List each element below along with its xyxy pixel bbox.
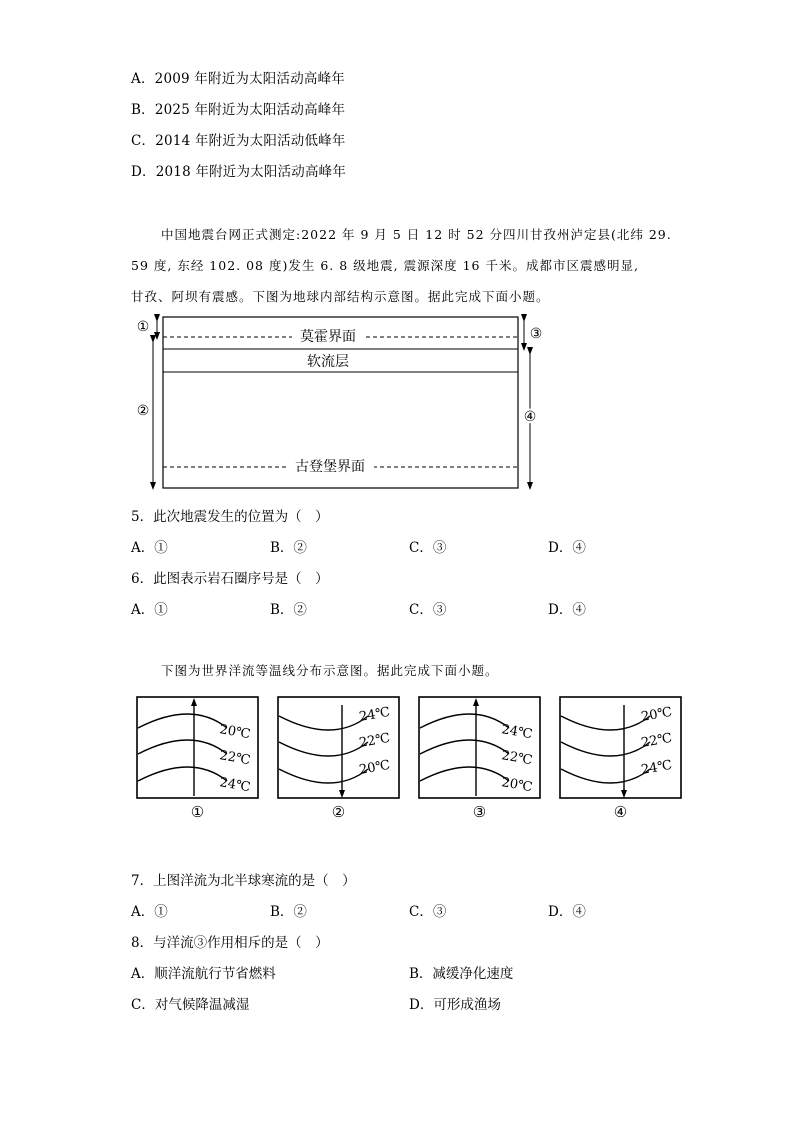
q7-choice-b: B．② <box>270 904 307 920</box>
ocean-panel-3 <box>419 697 540 821</box>
q6-choice-c: C．③ <box>409 602 447 618</box>
isotherm-label: 24℃ <box>358 704 392 725</box>
q7-choice-c: C．③ <box>409 904 447 920</box>
q8-choice-b: B．减缓净化速度 <box>409 966 514 982</box>
isotherm-line <box>138 714 227 728</box>
q8-choice-c: C．对气候降温减湿 <box>131 997 250 1013</box>
isotherm-label: 24℃ <box>218 775 252 796</box>
isotherm-label: 24℃ <box>640 757 674 778</box>
panel-number: ④ <box>613 803 628 821</box>
q6-stem: 6．此图表示岩石圈序号是（ ） <box>131 571 329 587</box>
q7-choice-a: A．① <box>131 904 168 920</box>
q8-choice-d: D．可形成渔场 <box>409 997 501 1013</box>
q5-choice-c: C．③ <box>409 540 447 556</box>
isotherm-line <box>138 767 227 781</box>
passage1-line2: 59 度, 东经 102. 08 度)发生 6. 8 级地震, 震源深度 16 千米。成都市区震感明显, <box>131 258 639 273</box>
marker-2-label: ② <box>136 403 150 419</box>
q6-choice-d: D．④ <box>548 602 586 618</box>
isotherm-line <box>561 742 650 756</box>
isotherm-label: 22℃ <box>358 730 392 751</box>
ocean-panel-2 <box>278 697 399 821</box>
isotherm-label: 20℃ <box>218 722 252 743</box>
q8-choice-a: A．顺洋流航行节省燃料 <box>131 966 276 982</box>
isotherm-line <box>138 740 227 754</box>
marker-1: ① <box>136 319 150 335</box>
moho-label: 莫霍界面 <box>300 329 356 345</box>
q4-option-a: A．2009 年附近为太阳活动高峰年 <box>131 71 345 87</box>
isotherm-line <box>279 716 368 730</box>
isotherm-label: 22℃ <box>500 748 534 769</box>
marker-4: ④ <box>523 409 537 425</box>
q7-choice-d: D．④ <box>548 904 586 920</box>
isotherm-label: 20℃ <box>358 757 392 778</box>
isotherm-label: 22℃ <box>218 748 252 769</box>
q4-option-b: B．2025 年附近为太阳活动高峰年 <box>131 102 346 118</box>
isotherm-label: 24℃ <box>500 722 534 743</box>
ocean-panel-4 <box>560 697 681 821</box>
q8-stem: 8．与洋流③作用相斥的是（ ） <box>131 935 329 951</box>
isotherm-label: 20℃ <box>640 704 674 725</box>
panel-number: ① <box>190 803 205 821</box>
q6-choice-b: B．② <box>270 602 307 618</box>
isotherm-line <box>420 740 509 754</box>
q4-option-d: D．2018 年附近为太阳活动高峰年 <box>131 164 347 180</box>
panel-number: ③ <box>472 803 487 821</box>
q4-option-c: C．2014 年附近为太阳活动低峰年 <box>131 133 346 149</box>
panel-number: ② <box>331 803 346 821</box>
asthenosphere-label: 软流层 <box>307 354 349 370</box>
marker-3: ③ <box>529 326 543 342</box>
passage1-line1: 中国地震台网正式测定:2022 年 9 月 5 日 12 时 52 分四川甘孜州泸定县(北纬 29. <box>161 227 672 242</box>
isotherm-line <box>279 742 368 756</box>
ocean-panel-1 <box>137 697 258 821</box>
passage1-line3: 甘孜、阿坝有震感。下图为地球内部结构示意图。据此完成下面小题。 <box>131 289 550 304</box>
gutenberg-label: 古登堡界面 <box>295 459 365 475</box>
isotherm-line <box>279 769 368 783</box>
isotherm-line <box>420 714 509 728</box>
q6-choice-a: A．① <box>131 602 168 618</box>
isotherm-line <box>561 716 650 730</box>
q5-choice-d: D．④ <box>548 540 586 556</box>
q5-choice-b: B．② <box>270 540 307 556</box>
isotherm-label: 20℃ <box>500 775 534 796</box>
q7-stem: 7．上图洋流为北半球寒流的是（ ） <box>131 873 356 889</box>
isotherm-line <box>561 769 650 783</box>
isotherm-line <box>420 767 509 781</box>
passage2: 下图为世界洋流等温线分布示意图。据此完成下面小题。 <box>161 663 499 678</box>
q5-choice-a: A．① <box>131 540 168 556</box>
q5-stem: 5．此次地震发生的位置为（ ） <box>131 509 329 525</box>
isotherm-label: 22℃ <box>640 730 674 751</box>
